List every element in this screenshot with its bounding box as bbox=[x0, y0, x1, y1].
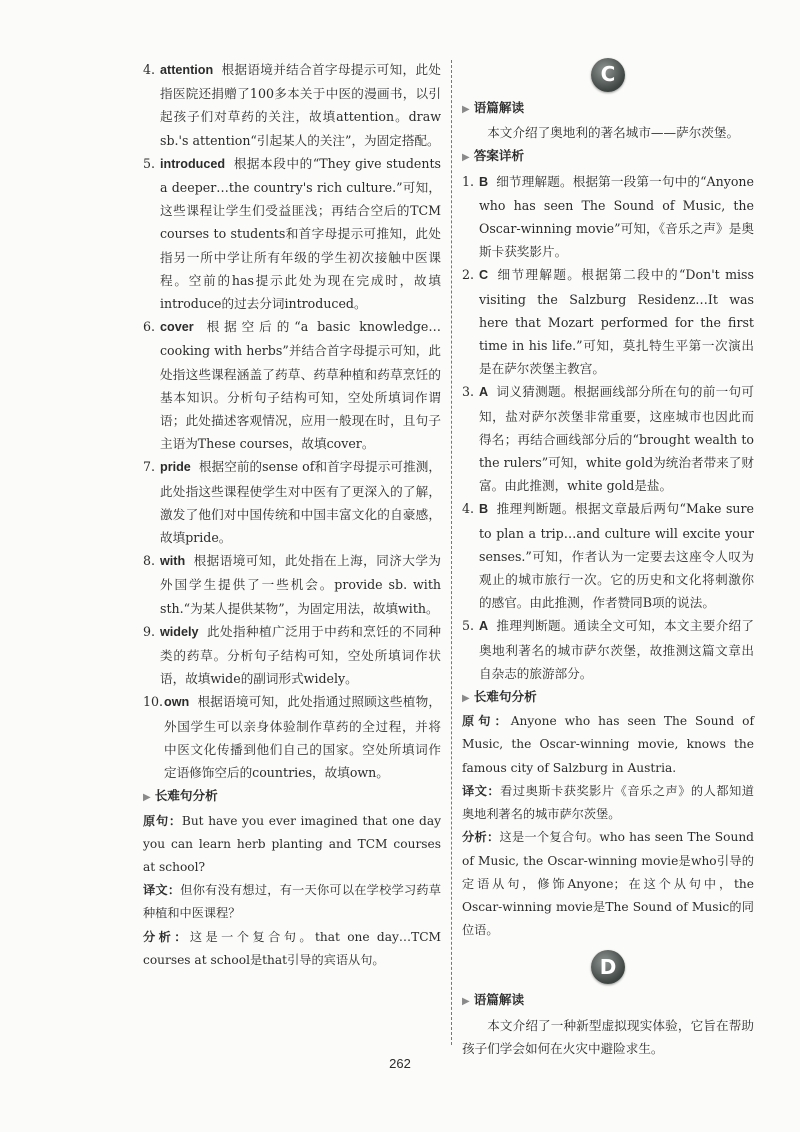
answer-number: 2. bbox=[462, 267, 475, 283]
column-divider bbox=[451, 60, 452, 1045]
badge-wrap-c bbox=[462, 58, 754, 92]
answer-explanation: 根据空后的“a basic knowledge…cooking with herbs”并结合首字母提示可知，此处指这些课程涵盖了药草、药草种植和药草烹饪的基本知识。分析句子结构可知，空处所填词作谓语；此处描述客观情况，应用一般现在时，且句子主语为These courses，故填cover。 bbox=[160, 319, 441, 452]
answer-8 bbox=[143, 549, 441, 620]
answer-word: own bbox=[164, 695, 190, 710]
answer-key: A bbox=[479, 619, 489, 634]
answer-6 bbox=[143, 315, 441, 455]
analysis-label: 分析： bbox=[143, 929, 190, 944]
answer-c1 bbox=[462, 170, 754, 264]
answer-key: C bbox=[479, 268, 489, 283]
analysis-right bbox=[462, 826, 754, 942]
original-sentence bbox=[143, 810, 441, 880]
answer-c3 bbox=[462, 380, 754, 497]
answer-word: cover bbox=[160, 320, 194, 335]
section-marker-icon: ▶ bbox=[143, 792, 151, 804]
answer-9 bbox=[143, 620, 441, 691]
answer-word: introduced bbox=[160, 156, 226, 171]
answer-explanation: 根据语境可知，此处指通过照顾这些植物，外国学生可以亲身体验制作草药的全过程，并将中医文化传播到他们自己的国家。空处所填词作定语修饰空后的countries，故填own。 bbox=[164, 694, 441, 781]
answer-word: widely bbox=[160, 624, 199, 639]
answer-key: B bbox=[479, 174, 489, 189]
answer-explanation: 根据本段中的“They give students a deeper…the country's rich culture.”可知，这些课程让学生们受益匪浅；再结合空后的TCM courses to students和首字母提示可推知，此处指另一所中学让所有年级的学生初次接触中医课程。空前的has提示此处为现在完成时，故填introduce的过去分词introduced。 bbox=[160, 155, 441, 312]
passage-c-badge-icon: C bbox=[591, 58, 625, 92]
original-text: But have you ever imagined that one day you can learn herb planting and TCM courses at school? bbox=[143, 813, 441, 874]
heading-text: 语篇解读 bbox=[473, 992, 525, 1008]
answer-number: 5. bbox=[143, 155, 156, 171]
answer-word: attention bbox=[160, 63, 214, 77]
heading-text: 语篇解读 bbox=[473, 100, 525, 115]
heading-text: 长难句分析 bbox=[154, 788, 218, 804]
answer-word: pride bbox=[160, 460, 191, 475]
answer-c5 bbox=[462, 614, 754, 685]
left-column bbox=[143, 58, 441, 972]
translation-text: 看过奥斯卡获奖影片《音乐之声》的人都知道奥地利著名的城市萨尔茨堡。 bbox=[462, 783, 754, 822]
answer-key: B bbox=[479, 502, 489, 517]
answer-explanation: 推理判断题。根据文章最后两句“Make sure to plan a trip…and culture will excite your senses.”可知，作者认为一定要去这座令人叹为观止的城市旅行一次。它的历史和文化将刺激你的感官。由此推测，作者赞同B项的说法。 bbox=[479, 501, 754, 611]
answers-heading bbox=[462, 144, 754, 169]
original-sentence-right bbox=[462, 710, 754, 780]
section-marker-icon: ▶ bbox=[462, 152, 470, 164]
original-text: Anyone who has seen The Sound of Music, the Oscar-winning movie, knows the famous city of Salzburg in Austria. bbox=[462, 714, 754, 775]
answer-number: 7. bbox=[143, 459, 156, 475]
answer-explanation: 推理判断题。通读全文可知，本文主要介绍了奥地利著名的城市萨尔茨堡，故推测这篇文章出自杂志的旅游部分。 bbox=[479, 618, 754, 681]
answer-explanation: 根据语境并结合首字母提示可知，此处指医院还捐赠了100多本关于中医的漫画书，以引起孩子们对草药的关注，故填attention。draw sb.'s attention“引起某人的关注”，为固定搭配。 bbox=[160, 62, 441, 148]
reading-heading-d bbox=[462, 988, 754, 1013]
answer-number: 8. bbox=[143, 553, 156, 569]
answer-key: A bbox=[479, 385, 489, 400]
answer-explanation: 词义猜测题。根据画线部分所在句的前一句可知，盐对萨尔茨堡非常重要，这座城市也因此而得名；再结合画线部分后的“brought wealth to the rulers”可知，white gold为统治者带来了财富。由此推测，white gold是盐。 bbox=[479, 384, 754, 494]
answer-explanation: 此处指种植广泛用于中药和烹饪的不同种类的药草。分析句子结构可知，空处所填词作状语，故填wide的副词形式widely。 bbox=[160, 623, 441, 687]
answer-number: 4. bbox=[462, 501, 475, 517]
heading-text: 答案详析 bbox=[473, 148, 525, 164]
long-sentence-heading-right bbox=[462, 685, 754, 710]
translation-text: 但你有没有想过，有一天你可以在学校学习药草种植和中医课程？ bbox=[143, 883, 442, 921]
answer-number: 10. bbox=[143, 694, 164, 710]
analysis bbox=[143, 926, 441, 972]
analysis-label: 分析： bbox=[462, 830, 500, 845]
analysis-text: 这是一个复合句。who has seen The Sound of Music, the Oscar-winning movie是who引导的定语从句，修饰Anyone；在这个从句中，the Oscar-winning movie是The Sound of Music的同位语。 bbox=[462, 830, 754, 938]
badge-wrap-d bbox=[462, 950, 754, 984]
section-marker-icon: ▶ bbox=[462, 693, 470, 705]
answer-5 bbox=[143, 152, 441, 315]
original-label: 原句： bbox=[143, 813, 182, 828]
answer-10 bbox=[143, 690, 441, 784]
section-marker-icon: ▶ bbox=[462, 104, 470, 115]
answer-number: 1. bbox=[462, 173, 475, 189]
answer-7 bbox=[143, 455, 441, 549]
spacer bbox=[462, 942, 754, 950]
reading-summary-d: 本文介绍了一种新型虚拟现实体验，它旨在帮助孩子们学会如何在火灾中避险求生。 bbox=[462, 1017, 754, 1056]
long-sentence-heading bbox=[143, 784, 441, 809]
answer-word: with bbox=[160, 554, 186, 569]
answer-explanation: 细节理解题。根据第一段第一句中的“Anyone who has seen The Sound of Music, the Oscar-winning movie”可知，《音乐之声》是奥斯卡获奖影片。 bbox=[479, 173, 754, 260]
right-column bbox=[462, 58, 754, 1060]
reading-summary: 本文介绍了奥地利的著名城市——萨尔茨堡。 bbox=[487, 125, 740, 141]
answer-c4 bbox=[462, 497, 754, 614]
answer-4 bbox=[143, 58, 441, 152]
passage-d-badge-icon: D bbox=[591, 950, 625, 984]
answer-explanation: 细节理解题。根据第二段中的“Don't miss visiting the Salzburg Residenz…It was here that Mozart performed for the first time in his life.”可知，莫扎特生平第一次演出是在萨尔茨堡主教宫。 bbox=[479, 267, 754, 377]
answer-number: 5. bbox=[462, 618, 475, 634]
reading-heading bbox=[462, 96, 754, 121]
heading-text: 长难句分析 bbox=[473, 689, 537, 705]
translation-label: 译文： bbox=[462, 783, 501, 798]
translation-right bbox=[462, 780, 754, 826]
answer-explanation: 根据语境可知，此处指在上海，同济大学为外国学生提供了一些机会。provide sb. with sth.“为某人提供某物”，为固定用法，故填with。 bbox=[160, 553, 441, 616]
answer-number: 9. bbox=[143, 623, 156, 639]
answer-number: 4. bbox=[143, 62, 156, 77]
answer-explanation: 根据空前的sense of和首字母提示可推测，此处指这些课程使学生对中医有了更深入的了解，激发了他们对中国传统和中国丰富文化的自豪感，故填pride。 bbox=[160, 459, 441, 546]
translation bbox=[143, 879, 441, 925]
section-marker-icon: ▶ bbox=[462, 996, 470, 1008]
original-label: 原句： bbox=[462, 714, 511, 729]
translation-label: 译文： bbox=[143, 883, 181, 898]
answer-c2 bbox=[462, 263, 754, 380]
page-number: 262 bbox=[389, 1056, 411, 1071]
answer-number: 6. bbox=[143, 319, 156, 335]
analysis-text: 这是一个复合句。that one day…TCM courses at school是that引导的宾语从句。 bbox=[143, 929, 441, 967]
answer-number: 3. bbox=[462, 384, 475, 400]
